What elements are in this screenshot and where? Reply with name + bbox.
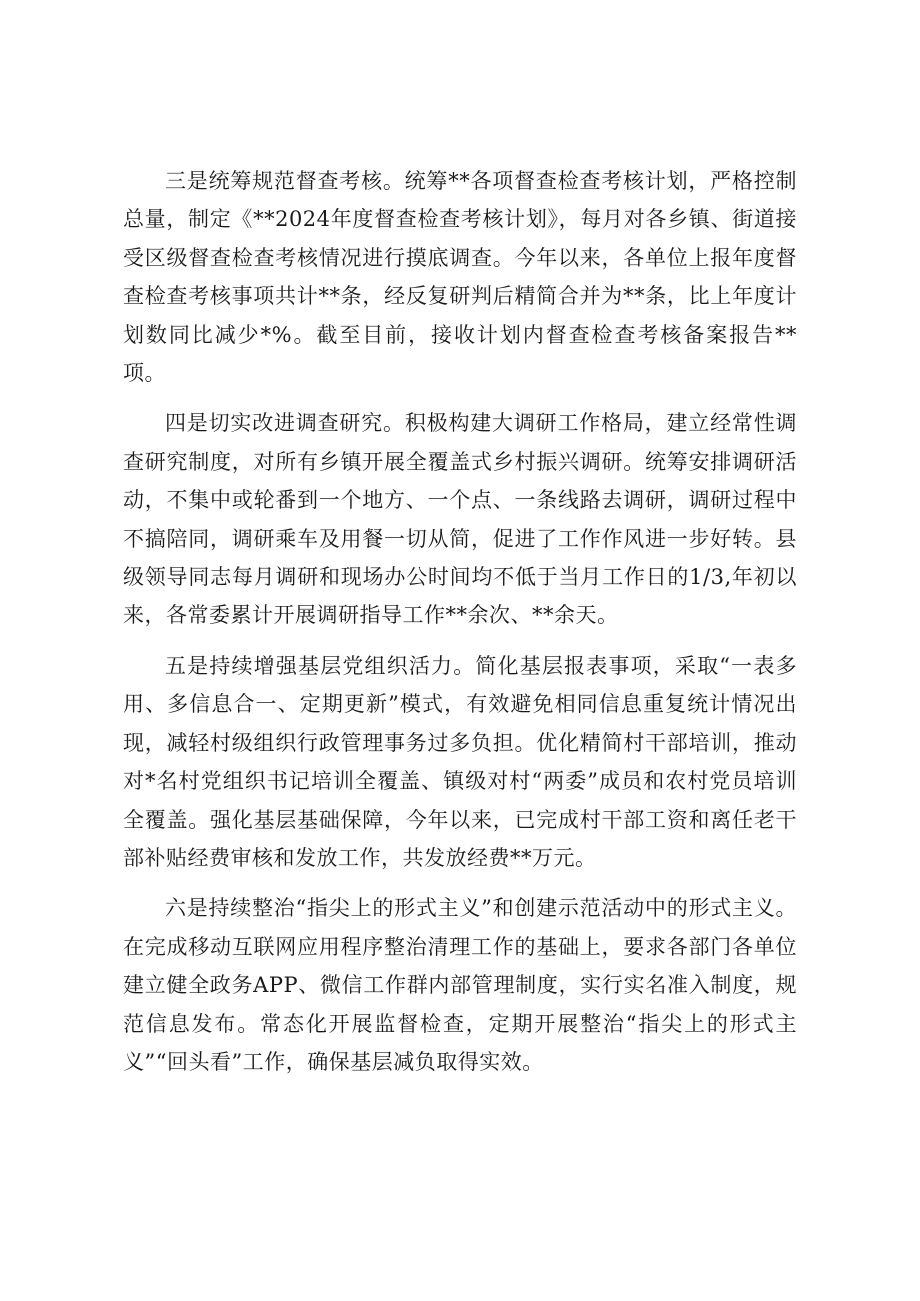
- document-body: [123, 162, 797, 1093]
- paragraph-grassroots-party-vitality: 五是持续增强基层党组织活力。简化基层报表事项，采取“一表多用、多信息合一、定期更新”模式，有效避免相同信息重复统计情况出现，减轻村级组织行政管理事务过多负担。优化精简村干部培训，推动对*名村党组织书记培训全覆盖、镇级对村“两委”成员和农村党员培训全覆盖。强化基层基础保障，今年以来，已完成村干部工资和离任老干部补贴经费审核和发放工作，共发放经费**万元。: [123, 653, 797, 870]
- paragraph-investigation-research: 四是切实改进调查研究。积极构建大调研工作格局，建立经常性调查研究制度，对所有乡镇开展全覆盖式乡村振兴调研。统筹安排调研活动，不集中或轮番到一个地方、一个点、一条线路去调研，调研过程中不搞陪同，调研乘车及用餐一切从简，促进了工作作风进一步好转。县级领导同志每月调研和现场办公时间均不低于当月工作日的1/3,年初以来，各常委累计开展调研指导工作**余次、**余天。: [123, 411, 797, 628]
- paragraph-supervision-assessment: 三是统筹规范督查考核。统筹**各项督查检查考核计划，严格控制总量，制定《**2024年度督查检查考核计划》，每月对各乡镇、街道接受区级督查检查考核情况进行摸底调查。今年以来，各单位上报年度督查检查考核事项共计**条，经反复研判后精简合并为**条，比上年度计划数同比减少*%。截至目前，接收计划内督查检查考核备案报告**项。: [123, 169, 797, 386]
- paragraph-fingertip-formalism: 六是持续整治“指尖上的形式主义”和创建示范活动中的形式主义。在完成移动互联网应用程序整治清理工作的基础上，要求各部门各单位建立健全政务APP、微信工作群内部管理制度，实行实名准入制度，规范信息发布。常态化开展监督检查，定期开展整治“指尖上的形式主义”“回头看”工作，确保基层减负取得实效。: [123, 896, 797, 1074]
